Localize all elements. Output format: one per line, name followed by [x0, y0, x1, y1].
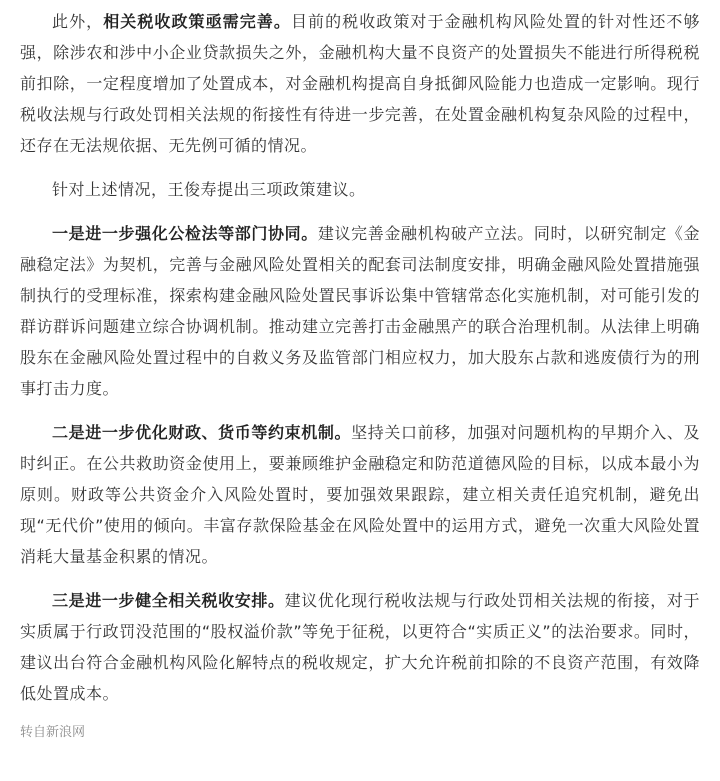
paragraph-tax-policy	[20, 6, 700, 161]
paragraph-lead: 此外，	[52, 12, 104, 31]
paragraph-heading: 一是进一步强化公检法等部门协同。	[52, 224, 318, 243]
paragraph-text: 建议优化现行税收法规与行政处罚相关法规的衔接，对于实质属于行政罚没范围的“股权溢价款”等免于征税，以更符合“实质正义”的法治要求。同时，建议出台符合金融机构风险化解特点的税收规定，扩大允许税前扣除的不良资产范围，有效降低处置成本。	[20, 591, 700, 703]
paragraph-text: 建议完善金融机构破产立法。同时，以研究制定《金融稳定法》为契机，完善与金融风险处置相关的配套司法制度安排，明确金融风险处置措施强制执行的受理标准，探索构建金融风险处置民事诉讼集中管辖常态化实施机制，对可能引发的群访群诉问题建立综合协调机制。推动建立完善打击金融黑产的联合治理机制。从法律上明确股东在金融风险处置过程中的自救义务及监管部门相应权力，加大股东占款和逃废债行为的刑事打击力度。	[20, 224, 700, 398]
paragraph-intro-suggestions	[20, 174, 700, 205]
source-note: 转自新浪网	[20, 725, 86, 740]
paragraph-suggestion-one	[20, 218, 700, 404]
paragraph-suggestion-two	[20, 417, 700, 572]
paragraph-text: 坚持关口前移，加强对问题机构的早期介入、及时纠正。在公共救助资金使用上，要兼顾维护金融稳定和防范道德风险的目标，以成本最小为原则。财政等公共资金介入风险处置时，要加强效果跟踪，建立相关责任追究机制，避免出现“无代价”使用的倾向。丰富存款保险基金在风险处置中的运用方式，避免一次重大风险处置消耗大量基金积累的情况。	[20, 423, 700, 566]
paragraph-text: 针对上述情况，王俊寿提出三项政策建议。	[52, 180, 366, 199]
paragraph-heading: 三是进一步健全相关税收安排。	[52, 591, 285, 610]
paragraph-heading: 相关税收政策亟需完善。	[103, 12, 291, 31]
paragraph-text: 目前的税收政策对于金融机构风险处置的针对性还不够强，除涉农和涉中小企业贷款损失之外，金融机构大量不良资产的处置损失不能进行所得税税前扣除，一定程度增加了处置成本，对金融机构提高自身抵御风险能力也造成一定影响。现行税收法规与行政处罚相关法规的衔接性有待进一步完善，在处置金融机构复杂风险的过程中，还存在无法规依据、无先例可循的情况。	[20, 12, 700, 155]
paragraph-heading: 二是进一步优化财政、货币等约束机制。	[52, 423, 352, 442]
paragraph-suggestion-three	[20, 585, 700, 709]
